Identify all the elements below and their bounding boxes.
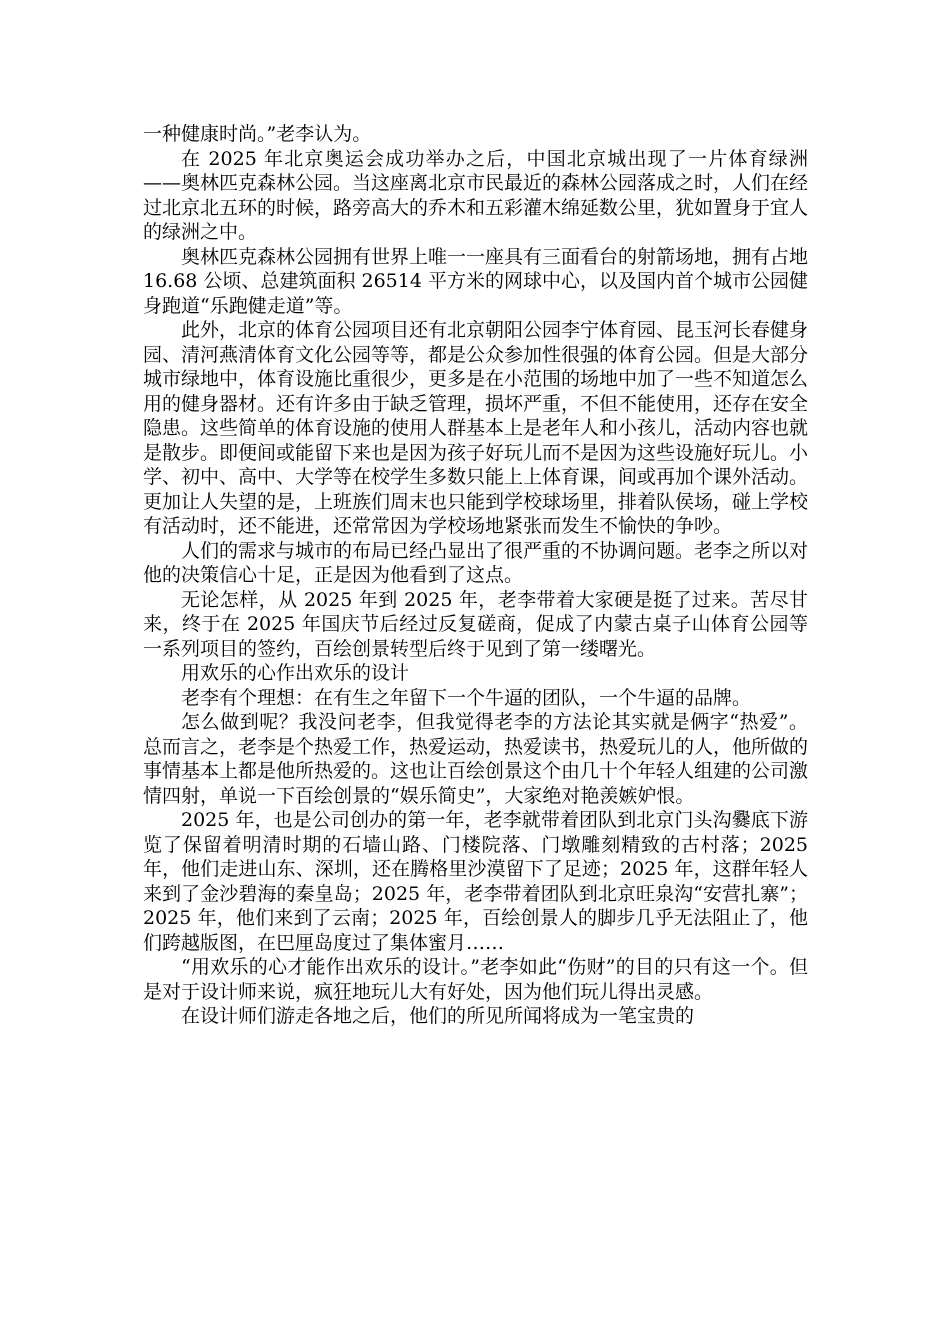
paragraph: 2025 年，也是公司创办的第一年，老李就带着团队到北京门头沟爨底下游览了保留着明清时期的石墙山路、门楼院落、门墩雕刻精致的古村落；2025 年，他们走进山东、深圳，还在腾格里沙漠留下了足迹；2025 年，这群年轻人来到了金沙碧海的秦皇岛；2025 年，老李带着团队到北京旺泉沟“安营扎寨”；2025 年，他们来到了云南；2025 年，百绘创景人的脚步几乎无法阻止了，他们跨越版图，在巴厘岛度过了集体蜜月…… (143, 809, 808, 954)
paragraph: “用欢乐的心才能作出欢乐的设计。”老李如此“伤财”的目的只有这一个。但是对于设计师来说，疯狂地玩儿大有好处，因为他们玩儿得出灵感。 (143, 956, 808, 1003)
paragraph: 无论怎样，从 2025 年到 2025 年，老李带着大家硬是挺了过来。苦尽甘来，终于在 2025 年国庆节后经过反复磋商，促成了内蒙古桌子山体育公园等一系列项目的签约，百绘创景转型后终于见到了第一缕曙光。 (143, 588, 808, 660)
paragraph: 此外，北京的体育公园项目还有北京朝阳公园李宁体育园、昆玉河长春健身园、清河燕清体育文化公园等等，都是公众参加性很强的体育公园。但是大部分城市绿地中，体育设施比重很少，更多是在小范围的场地中加了一些不知道怎么用的健身器材。还有许多由于缺乏管理，损坏严重，不但不能使用，还存在安全隐患。这些简单的体育设施的使用人群基本上是老年人和小孩儿，活动内容也就是散步。即便间或能留下来也是因为孩子好玩儿而不是因为这些设施好玩儿。小学、初中、高中、大学等在校学生多数只能上上体育课，间或再加个课外活动。更加让人失望的是，上班族们周末也只能到学校球场里，排着队侯场，碰上学校有活动时，还不能进，还常常因为学校场地紧张而发生不愉快的争吵。 (143, 319, 809, 537)
paragraph: 奥林匹克森林公园拥有世界上唯一一座具有三面看台的射箭场地，拥有占地 16.68 公顷、总建筑面积 26514 平方米的网球中心，以及国内首个城市公园健身跑道“乐跑健走道”等。 (143, 245, 809, 317)
paragraph: 一种健康时尚。”老李认为。 (143, 123, 372, 145)
section-heading: 用欢乐的心作出欢乐的设计 (181, 662, 410, 684)
paragraph: 在 2025 年北京奥运会成功举办之后，中国北京城出现了一片体育绿洲——奥林匹克森林公园。当这座离北京市民最近的森林公园落成之时，人们在经过北京北五环的时候，路旁高大的乔木和五彩灌木绵延数公里，犹如置身于宜人的绿洲之中。 (143, 147, 809, 243)
paragraph: 怎么做到呢？我没问老李，但我觉得老李的方法论其实就是俩字“热爱”。总而言之，老李是个热爱工作，热爱运动，热爱读书，热爱玩儿的人，他所做的事情基本上都是他所热爱的。这也让百绘创景这个由几十个年轻人组建的公司激情四射，单说一下百绘创景的“娱乐简史”，大家绝对艳羡嫉妒恨。 (143, 711, 809, 807)
document-body (143, 122, 808, 1029)
paragraph: 老李有个理想：在有生之年留下一个牛逼的团队，一个牛逼的品牌。 (181, 686, 752, 709)
paragraph: 在设计师们游走各地之后，他们的所见所闻将成为一笔宝贵的 (181, 1005, 695, 1027)
paragraph: 人们的需求与城市的布局已经凸显出了很严重的不协调问题。老李之所以对他的决策信心十足，正是因为他看到了这点。 (143, 539, 809, 586)
